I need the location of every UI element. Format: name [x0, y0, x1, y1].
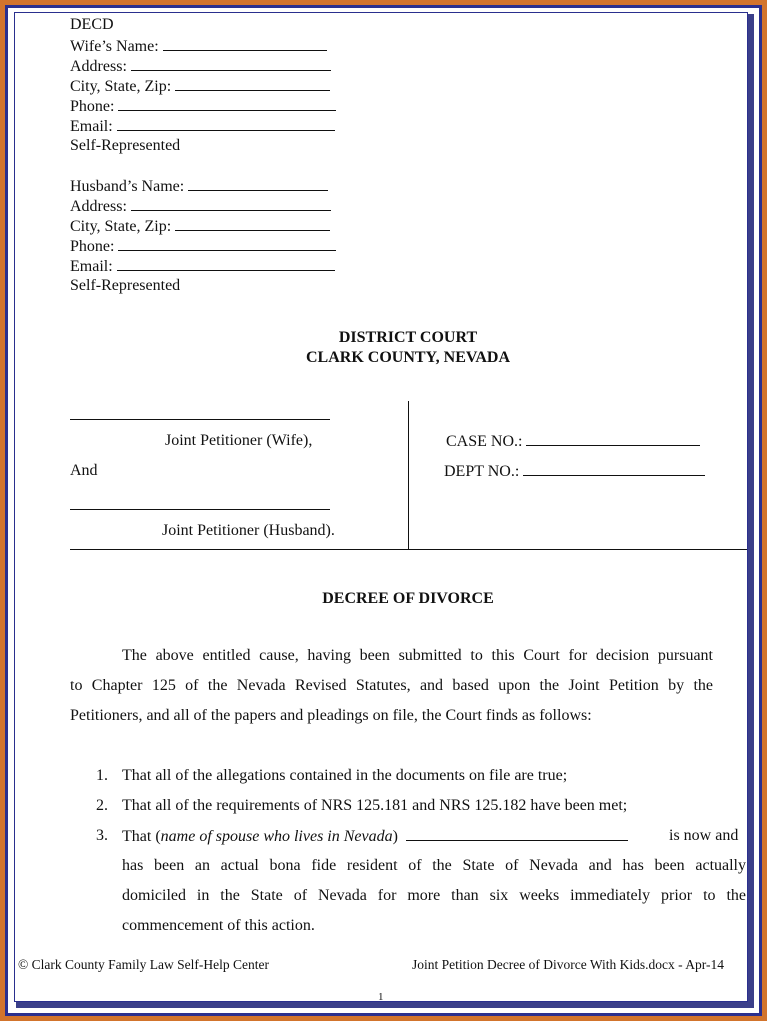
husband-name-row — [70, 176, 328, 197]
finding-2-number: 2. — [96, 797, 108, 814]
husband-city-label: City, State, Zip: — [70, 218, 172, 235]
intro-line-3: Petitioners, and all of the papers and pleadings on file, the Court finds as follows: — [70, 707, 592, 724]
wife-name-blank[interactable] — [163, 36, 327, 51]
wife-city-label: City, State, Zip: — [70, 78, 172, 95]
wife-phone-label: Phone: — [70, 98, 115, 115]
page-shadow-right — [748, 14, 754, 1008]
finding-3-line-4: commencement of this action. — [122, 917, 315, 934]
finding-2-text: That all of the requirements of NRS 125.181 and NRS 125.182 have been met; — [122, 797, 628, 814]
case-no-label: CASE NO.: — [446, 433, 523, 450]
wife-email-label: Email: — [70, 118, 113, 135]
wife-email-blank[interactable] — [117, 116, 335, 131]
husband-email-label: Email: — [70, 258, 113, 275]
husband-address-row — [70, 196, 331, 217]
finding-3-line-1 — [122, 826, 628, 847]
wife-self-represented: Self-Represented — [70, 137, 181, 154]
wife-phone-blank[interactable] — [118, 96, 336, 111]
husband-city-row — [70, 216, 330, 237]
husband-email-row — [70, 256, 335, 277]
husband-email-blank[interactable] — [117, 256, 335, 271]
decd-label: DECD — [70, 16, 114, 33]
husband-name-blank[interactable] — [188, 176, 328, 191]
wife-address-blank[interactable] — [131, 56, 331, 71]
court-county: CLARK COUNTY, NEVADA — [305, 349, 511, 366]
decree-title: DECREE OF DIVORCE — [322, 590, 494, 607]
husband-city-blank[interactable] — [175, 216, 330, 231]
finding-3-spouse-blank[interactable] — [406, 826, 628, 841]
husband-address-blank[interactable] — [131, 196, 331, 211]
wife-name-row — [70, 36, 327, 57]
intro-line-2: to Chapter 125 of the Nevada Revised Statutes, and based upon the Joint Petition by the — [70, 677, 713, 694]
husband-phone-blank[interactable] — [118, 236, 336, 251]
wife-address-row — [70, 56, 331, 77]
page-shadow-bottom — [16, 1002, 754, 1008]
finding-1-text: That all of the allegations contained in the documents on file are true; — [122, 767, 568, 784]
husband-name-label: Husband’s Name: — [70, 178, 185, 195]
footer-copyright: © Clark County Family Law Self-Help Center — [18, 957, 269, 972]
wife-email-row — [70, 116, 335, 137]
dept-no-label: DEPT NO.: — [444, 463, 520, 480]
husband-phone-row — [70, 236, 336, 257]
intro-line-1: The above entitled cause, having been submitted to this Court for decision pursuant — [122, 647, 713, 664]
caption-divider — [408, 401, 409, 550]
husband-self-represented: Self-Represented — [70, 277, 181, 294]
page-number: 1 — [378, 991, 384, 1003]
and-label: And — [70, 462, 98, 479]
husband-address-label: Address: — [70, 198, 127, 215]
wife-phone-row — [70, 96, 336, 117]
wife-address-label: Address: — [70, 58, 127, 75]
petitioner-husband-label: Joint Petitioner (Husband). — [162, 522, 335, 539]
case-no-row — [446, 431, 700, 452]
wife-city-blank[interactable] — [175, 76, 330, 91]
wife-city-row — [70, 76, 330, 97]
petitioner-wife-blank[interactable] — [70, 419, 330, 420]
document-page — [14, 12, 748, 1002]
wife-name-label: Wife’s Name: — [70, 38, 159, 55]
finding-3-line-2: has been an actual bona fide resident of the State of Nevada and has been actually — [122, 857, 746, 874]
caption-bottom-rule — [70, 549, 747, 550]
dept-no-blank[interactable] — [523, 461, 705, 476]
finding-3-that: That ( — [122, 828, 161, 845]
finding-1-number: 1. — [96, 767, 108, 784]
case-no-blank[interactable] — [526, 431, 700, 446]
finding-3-number: 3. — [96, 827, 108, 844]
footer-document-name: Joint Petition Decree of Divorce With Kids.docx - Apr-14 — [412, 957, 724, 972]
finding-3-close: ) — [392, 828, 398, 845]
petitioner-wife-label: Joint Petitioner (Wife), — [165, 432, 313, 449]
finding-3-italic: name of spouse who lives in Nevada — [160, 828, 393, 845]
finding-3-line-3: domiciled in the State of Nevada for more than six weeks immediately prior to the — [122, 887, 746, 904]
court-name: DISTRICT COURT — [338, 329, 478, 346]
husband-phone-label: Phone: — [70, 238, 115, 255]
petitioner-husband-blank[interactable] — [70, 509, 330, 510]
dept-no-row — [444, 461, 705, 482]
finding-3-tail: is now and — [669, 827, 739, 844]
